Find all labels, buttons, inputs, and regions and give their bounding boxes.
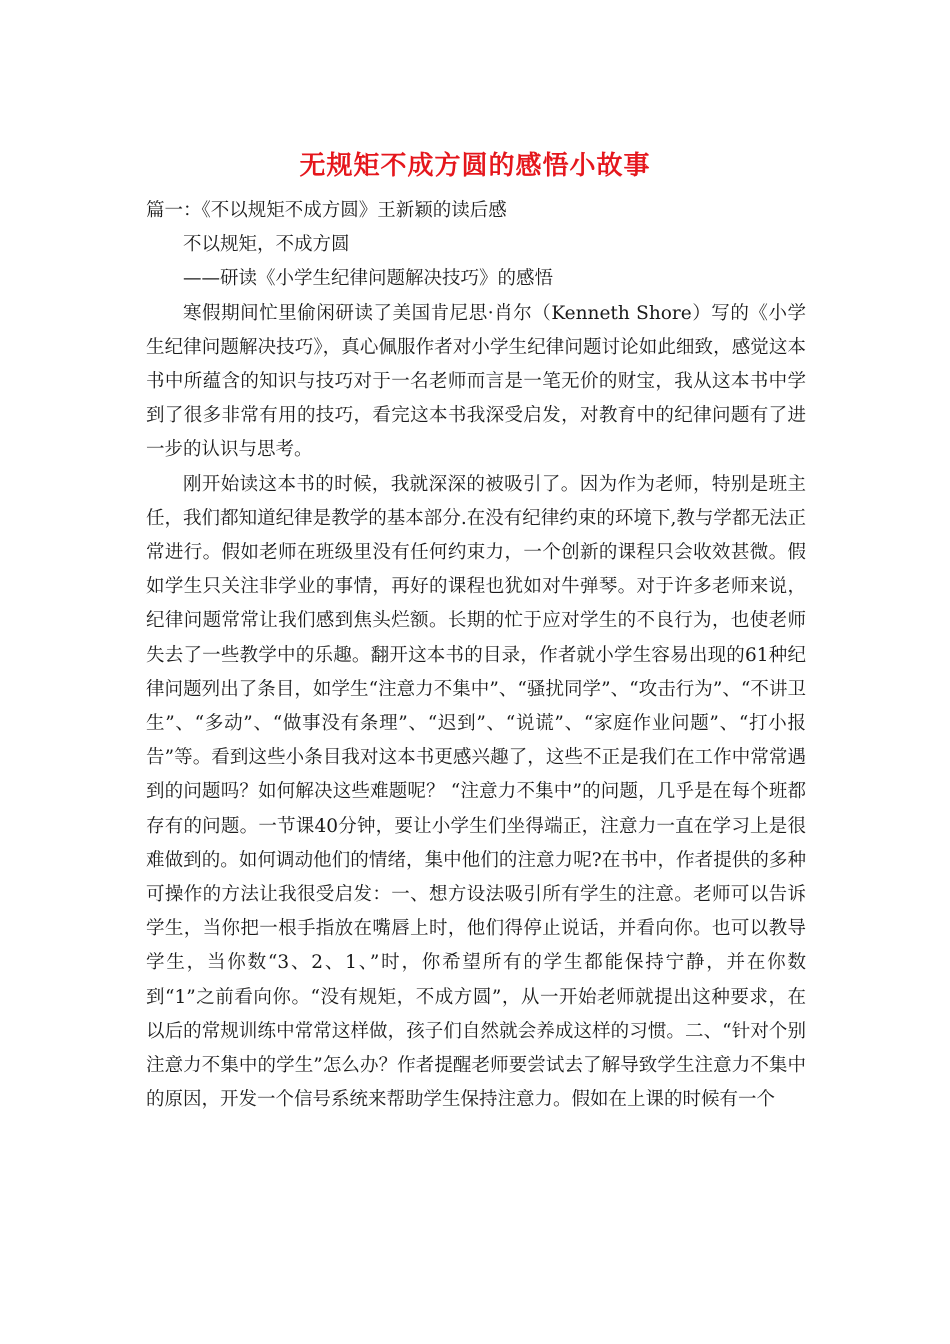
document-title: 无规矩不成方圆的感悟小故事 (299, 151, 651, 181)
body-paragraph: 寒假期间忙里偷闲研读了美国肯尼思·肖尔（Kenneth Shore）写的《小学生纪律问题解决技巧》，真心佩服作者对小学生纪律问题讨论如此细致，感觉这本书中所蕴含的知识与技巧对于一名老师而言是一笔无价的财宝，我从这本书中学到了很多非常有用的技巧，看完这本书我深受启发，对教育中的纪律问题有了进一步的认识与思考。 (146, 302, 806, 461)
document-body (146, 194, 806, 1117)
body-paragraph: 刚开始读这本书的时候，我就深深的被吸引了。因为作为老师，特别是班主任，我们都知道纪律是教学的基本部分.在没有纪律约束的环境下,教与学都无法正常进行。假如老师在班级里没有任何约束力，一个创新的课程只会收效甚微。假如学生只关注非学业的事情，再好的课程也犹如对牛弹琴。对于许多老师来说，纪律问题常常让我们感到焦头烂额。长期的忙于应对学生的不良行为，也使老师失去了一些教学中的乐趣。翻开这本书的目录，作者就小学生容易出现的61种纪律问题列出了条目，如学生“注意力不集中”、“骚扰同学”、“攻击行为”、“不讲卫生”、“多动”、“做事没有条理”、“迟到”、“说谎”、“家庭作业问题”、“打小报告”等。看到这些小条目我对这本书更感兴趣了，这些不正是我们在工作中常常遇到的问题吗？如何解决这些难题呢？ “注意力不集中”的问题，几乎是在每个班都存有的问题。一节课40分钟，要让小学生们坐得端正，注意力一直在学习上是很难做到的。如何调动他们的情绪，集中他们的注意力呢?在书中，作者提供的多种可操作的方法让我很受启发：一、想方设法吸引所有学生的注意。老师可以告诉学生，当你把一根手指放在嘴唇上时，他们得停止说话，并看向你。也可以教导学生，当你数“3、2、1、”时，你希望所有的学生都能保持宁静，并在你数到“1”之前看向你。“没有规矩，不成方圆”，从一开始老师就提出这种要求，在以后的常规训练中常常这样做，孩子们自然就会养成这样的习惯。二、“针对个别注意力不集中的学生”怎么办？作者提醒老师要尝试去了解导致学生注意力不集中的原因，开发一个信号系统来帮助学生保持注意力。假如在上课的时候有一个 (146, 473, 806, 1111)
subtitle-line: 不以规矩，不成方圆 (183, 234, 350, 256)
section-heading: 篇一：《不以规矩不成方圆》王新颖的读后感 (146, 200, 507, 221)
subtitle-line: ——研读《小学生纪律问题解决技巧》的感悟 (183, 268, 554, 290)
